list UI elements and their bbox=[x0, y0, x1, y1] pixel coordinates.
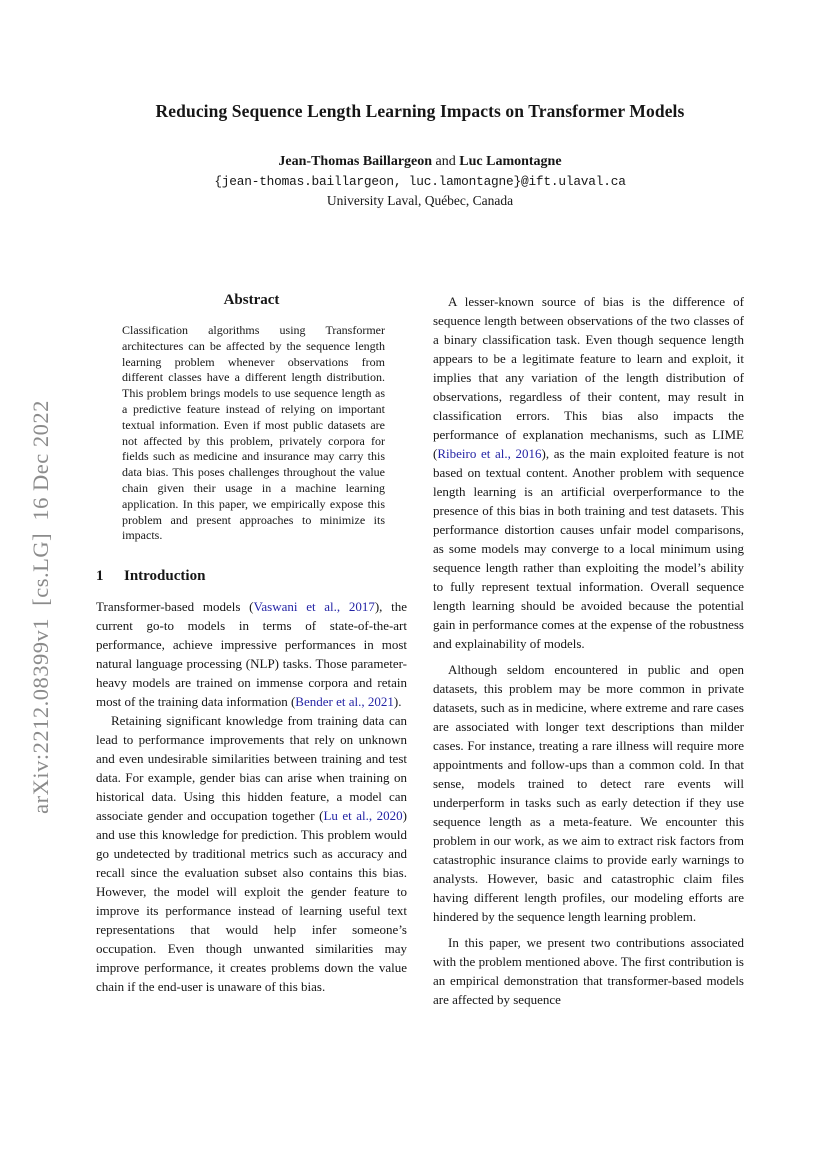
section-number: 1 bbox=[96, 568, 104, 585]
introduction-section bbox=[96, 568, 407, 996]
text-run: A lesser-known source of bias is the difference of sequence length between observations of the two classes of a binary classification task. Even though sequence length appears to be a legitimate feature to learn and exploit, it implies that any variation of the length distribution of observations, regardless of their content, may result in classification errors. This bias also impacts the performance of explanation mechanisms, such as LIME ( bbox=[433, 294, 744, 461]
left-column bbox=[96, 292, 407, 1009]
paper-title: Reducing Sequence Length Learning Impacts on Transformer Models bbox=[155, 101, 685, 121]
text-run: Retaining significant knowledge from training data can lead to performance improvements that rely on unknown and even undesirable similarities between training and test data. For example, gender bias can arise when training on historical data. Using this hidden feature, a model can associate gender and occupation together ( bbox=[96, 713, 407, 824]
citation-link[interactable]: Lu et al., 2020 bbox=[323, 808, 403, 824]
text-run: Transformer-based models ( bbox=[96, 599, 254, 615]
right-paragraph-2 bbox=[433, 660, 744, 926]
right-paragraph-1 bbox=[433, 292, 744, 653]
introduction-paragraph-2 bbox=[96, 711, 407, 996]
arxiv-watermark: arXiv:2212.08399v1 [cs.LG] 16 Dec 2022 bbox=[28, 400, 53, 814]
text-run: and bbox=[432, 154, 460, 169]
text-run: Although seldom encountered in public and open datasets, this problem may be more common in private datasets, such as in medicine, where extreme and rare cases are associated with longer text descriptions than milder cases. For instance, treating a rare illness will require more appointments and follow-ups than a common cold. In that sense, models trained to detect rare events will underperform in tasks such as early detection if they use sequence length as a meta-feature. We encounter this problem in our work, as we aim to extract risk factors from catastrophic insurance claims to provide early warnings to analysts. However, basic and catastrophic claim files having different length profiles, our modeling efforts are hindered by the sequence length learning problem. bbox=[433, 662, 744, 924]
introduction-paragraph-1 bbox=[96, 597, 407, 711]
right-column bbox=[433, 292, 744, 1009]
two-column-body bbox=[96, 292, 744, 1009]
text-run: ), as the main exploited feature is not based on textual content. Another problem with sequence length learning is an artificial overperformance to the presence of this bias in both training and test datasets. This performance distortion causes unfair model comparisons, as some models may converge to a local minimum using sequence length rather than exploiting the model’s ability to fully represent textual information. Overall sequence length learning should be avoided because the potential gain in performance comes at the expense of the robustness and explainability of models. bbox=[433, 446, 744, 651]
text-run: ) and use this knowledge for prediction. This problem would go undetected by traditional metrics such as accuracy and recall since the evaluation subset also contains this bias. However, the model will exploit the gender feature to improve its performance instead of learning useful text representations that would help infer someone’s occupation. Even though unwanted similarities may improve performance, it creates problems down the value chain if the end-user is unaware of this bias. bbox=[96, 808, 407, 995]
text-run: In this paper, we present two contributions associated with the problem mentioned above. The first contribution is an empirical demonstration that transformer-based models are affected by sequence bbox=[433, 935, 744, 1007]
paper-header bbox=[96, 0, 744, 209]
abstract-section bbox=[96, 292, 407, 544]
citation-link[interactable]: Bender et al., 2021 bbox=[295, 694, 394, 710]
text-run: ). bbox=[393, 694, 402, 710]
email-line: {jean-thomas.baillargeon, luc.lamontagne}@ift.ulaval.ca bbox=[214, 174, 626, 189]
right-paragraph-3 bbox=[433, 933, 744, 1009]
text-run: ), the current go-to models in terms of state-of-the-art performance, achieve impressive performances in most natural language processing (NLP) tasks. Those parameter-heavy models are trained on immense corpora and retain most of the training data information ( bbox=[96, 599, 407, 710]
abstract-body: Classification algorithms using Transformer architectures can be affected by the sequence length learning problem whenever observations from different classes have a different length distribution. This problem brings models to use sequence length as a predictive feature instead of relying on important textual information. Even if most public datasets are not affected by this problem, privately corpora for fields such as medicine and insurance may carry this data bias. This poses challenges throughout the value chain given their usage in a machine learning application. In this paper, we empirically expose this problem and present approaches to minimize its impacts. bbox=[122, 323, 385, 543]
authors-line bbox=[96, 154, 744, 170]
abstract-heading: Abstract bbox=[223, 292, 280, 308]
section-title: Introduction bbox=[124, 568, 206, 585]
text-run: Jean-Thomas Baillargeon bbox=[278, 154, 433, 169]
affiliation-line: University Laval, Québec, Canada bbox=[326, 193, 514, 208]
citation-link[interactable]: Ribeiro et al., 2016 bbox=[437, 446, 542, 461]
section-heading-introduction bbox=[96, 568, 407, 585]
text-run: Luc Lamontagne bbox=[459, 154, 562, 169]
citation-link[interactable]: Vaswani et al., 2017 bbox=[253, 599, 375, 615]
